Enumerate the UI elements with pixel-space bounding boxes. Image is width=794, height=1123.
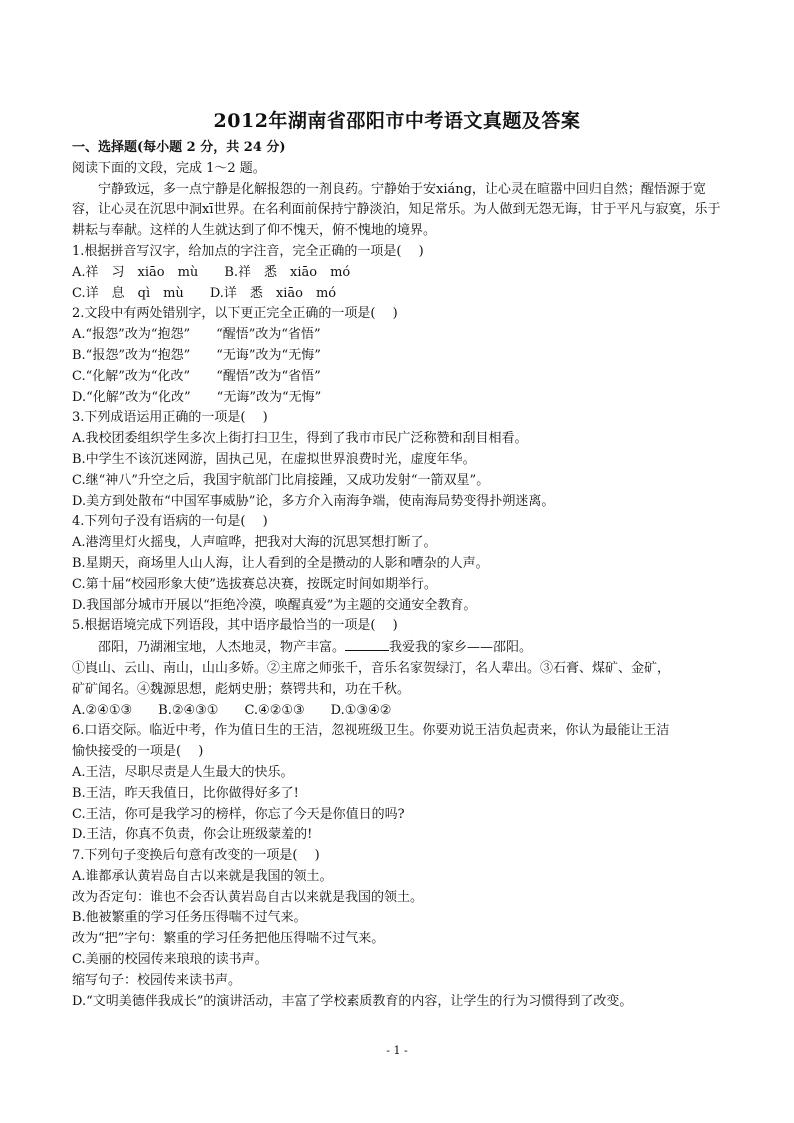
q6-option-a: A.王洁，尽职尽责是人生最大的快乐。 [72,764,294,780]
q6-option-d: D.王洁，你真不负责，你会让班级蒙羞的! [72,827,313,843]
q1-option-a: A.祥 习 xiāo mù [72,264,199,280]
q3-option-b: B.中学生不该沉迷网游，固执己见，在虚拟世界浪费时光，虚度年华。 [72,451,476,467]
q7-option-b-rewrite: 改为“把”字句：繁重的学习任务把他压得喘不过气来。 [72,931,385,947]
q5-paragraph-before: 邵阳，乃湖湘宝地，人杰地灵，物产丰富。 [98,640,346,656]
q7-option-a: A.谁都承认黄岩岛自古以来就是我国的领土。 [72,868,333,884]
q7-option-b: B.他被繁重的学习任务压得喘不过气来。 [72,910,307,926]
q5-paragraph [72,637,724,659]
q2-option-d: D.“化解”改为“化改” “无诲”改为“无悔” [72,389,322,405]
q5-items-line-2: 矿矿闻名。④魏源思想，彪炳史册；蔡锷共和，功在千秋。 [72,681,411,697]
q4-option-d: D.我国部分城市开展以“拒绝冷漠，唤醒真爱”为主题的交通安全教育。 [72,597,477,613]
question-2-stem: 2.文段中有两处错别字，以下更正完全正确的一项是( ) [72,306,398,322]
q3-option-c: C.继“神八”升空之后，我国宇航部门比肩接踵，又成功发射“一箭双星”。 [72,472,490,488]
question-4-stem: 4.下列句子没有语病的一句是( ) [72,514,268,530]
section-heading: 一、选择题(每小题 2 分，共 24 分) [72,140,286,155]
q7-option-c: C.美丽的校园传来琅琅的读书声。 [72,952,268,968]
question-6-stem-line-2: 愉快接受的一项是( ) [72,744,204,760]
question-7-stem: 7.下列句子变换后句意有改变的一项是( ) [72,848,320,864]
q4-option-b: B.星期天，商场里人山人海，让人看到的全是攒动的人影和嘈杂的人声。 [72,555,489,571]
q7-option-c-rewrite: 缩写句子：校园传来读书声。 [72,972,242,988]
q2-option-a: A.“报怨”改为“抱怨” “醒悟”改为“省悟” [72,327,321,343]
q7-option-d: D.“文明美德伴我成长”的演讲活动，丰富了学校素质教育的内容，让学生的行为习惯得到了改变。 [72,993,633,1009]
question-1-stem: 1.根据拼音写汉字，给加点的字注音，完全正确的一项是( ) [72,243,424,259]
q2-option-c: C.“化解”改为“化改” “醒悟”改为“省悟” [72,368,321,384]
q1-option-c: C.详 息 qì mù [72,285,184,301]
q7-option-a-rewrite: 改为否定句：谁也不会否认黄岩岛自古以来就是我国的领土。 [72,889,424,905]
q4-option-a: A.港湾里灯火摇曳，人声喧哗，把我对大海的沉思冥想打断了。 [72,535,437,551]
reading-instruction: 阅读下面的文段，完成 1～2 题。 [72,160,266,176]
q3-option-a: A.我校团委组织学生多次上街打扫卫生，得到了我市市民广泛称赞和刮目相看。 [72,431,528,447]
document-body [72,138,724,1012]
reading-passage: 宁静致远，多一点宁静是化解报怨的一剂良药。宁静始于安xiáng，让心灵在暄嚣中回归自然；醒悟源于宽容，让心灵在沉思中洞xī世界。在名利面前保持宁静淡泊，知足常乐。为人做到无怨无诲，甘于平凡与寂寞，乐于耕耘与奉献。这样的人生就达到了仰不愧天，俯不愧地的境界。 [72,181,721,239]
question-6-stem-line-1: 6.口语交际。临近中考，作为值日生的王洁，忽视班级卫生。你要劝说王洁负起责来，你认为最能让王洁 [72,723,670,739]
q1-option-b: B.祥 悉 xiāo mó [224,264,351,280]
fill-blank-line [345,637,389,651]
q5-paragraph-after: 我爱我的家乡——邵阳。 [389,640,533,656]
q1-option-d: D.详 悉 xiāo mó [209,285,337,301]
q6-option-c: C.王洁，你可是我学习的榜样，你忘了今天是你值日的吗? [72,806,405,822]
page-number: - 1 - [386,1044,408,1057]
q3-option-d: D.美方到处散布“中国军事威胁”论，多方介入南海争端，使南海局势变得扑朔迷离。 [72,493,555,509]
question-1-options-ab [72,263,724,284]
question-3-stem: 3.下列成语运用正确的一项是( ) [72,410,268,426]
question-1-options-cd [72,284,724,305]
q5-items-line-1: ①崀山、云山、南山，山山多娇。②主席之师张千，音乐名家贺绿汀，名人辈出。③石膏、煤矿、金矿， [72,660,671,676]
q6-option-b: B.王洁，昨天我值日，比你做得好多了! [72,785,299,801]
question-5-stem: 5.根据语境完成下列语段，其中语序最恰当的一项是( ) [72,618,398,634]
page-title: 2012年湖南省邵阳市中考语文真题及答案 [213,110,581,132]
q2-option-b: B.“报怨”改为“抱怨” “无诲”改为“无悔” [72,347,321,363]
q5-options: A.②④①③ B.②④③① C.④②①③ D.①③④② [72,702,392,718]
q4-option-c: C.第十届“校园形象大使”选拔赛总决赛，按既定时间如期举行。 [72,576,437,592]
